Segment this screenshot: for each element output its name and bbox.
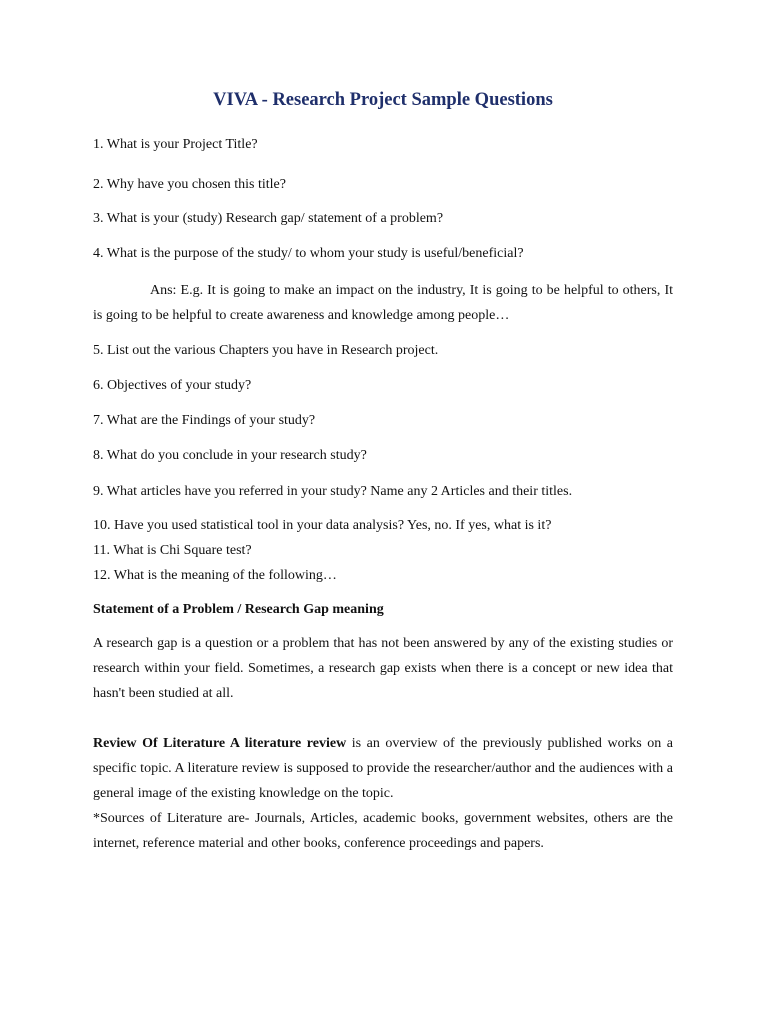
sources-paragraph: *Sources of Literature are- Journals, Articles, academic books, government websites, others are the internet, reference material and other books, conference proceedings and papers. bbox=[93, 811, 673, 851]
question-4: 4. What is the purpose of the study/ to whom your study is useful/beneficial? bbox=[93, 246, 524, 261]
research-gap-paragraph: A research gap is a question or a problem that has not been answered by any of the existing studies or research within your field. Sometimes, a research gap exists when there is a concept or new idea that hasn't been studied at all. bbox=[93, 636, 673, 701]
question-5: 5. List out the various Chapters you have in Research project. bbox=[93, 343, 439, 358]
question-9: 9. What articles have you referred in your study? Name any 2 Articles and their titles. bbox=[93, 484, 573, 499]
section-heading: Statement of a Problem / Research Gap meaning bbox=[93, 602, 384, 617]
question-11: 11. What is Chi Square test? bbox=[93, 543, 252, 558]
answer-4: Ans: E.g. It is going to make an impact on the industry, It is going to be helpful to others, It is going to be helpful to create awareness and knowledge among people… bbox=[93, 283, 673, 323]
literature-bold-lead: Review Of Literature A literature review bbox=[93, 736, 347, 751]
question-10: 10. Have you used statistical tool in your data analysis? Yes, no. If yes, what is it? bbox=[93, 518, 552, 533]
question-12: 12. What is the meaning of the following… bbox=[93, 568, 337, 583]
question-2: 2. Why have you chosen this title? bbox=[93, 177, 286, 192]
question-8: 8. What do you conclude in your research study? bbox=[93, 448, 367, 463]
document-title: VIVA - Research Project Sample Questions bbox=[213, 90, 553, 110]
question-6: 6. Objectives of your study? bbox=[93, 378, 252, 393]
literature-text: is an overview of the previously published works on a specific topic. A literature review is supposed to provide the researcher/author and the audiences with a general image of the existing knowledge on the topic. bbox=[93, 736, 673, 801]
question-7: 7. What are the Findings of your study? bbox=[93, 413, 316, 428]
question-1: 1. What is your Project Title? bbox=[93, 137, 258, 152]
question-3: 3. What is your (study) Research gap/ statement of a problem? bbox=[93, 211, 444, 226]
literature-paragraph bbox=[93, 731, 673, 806]
